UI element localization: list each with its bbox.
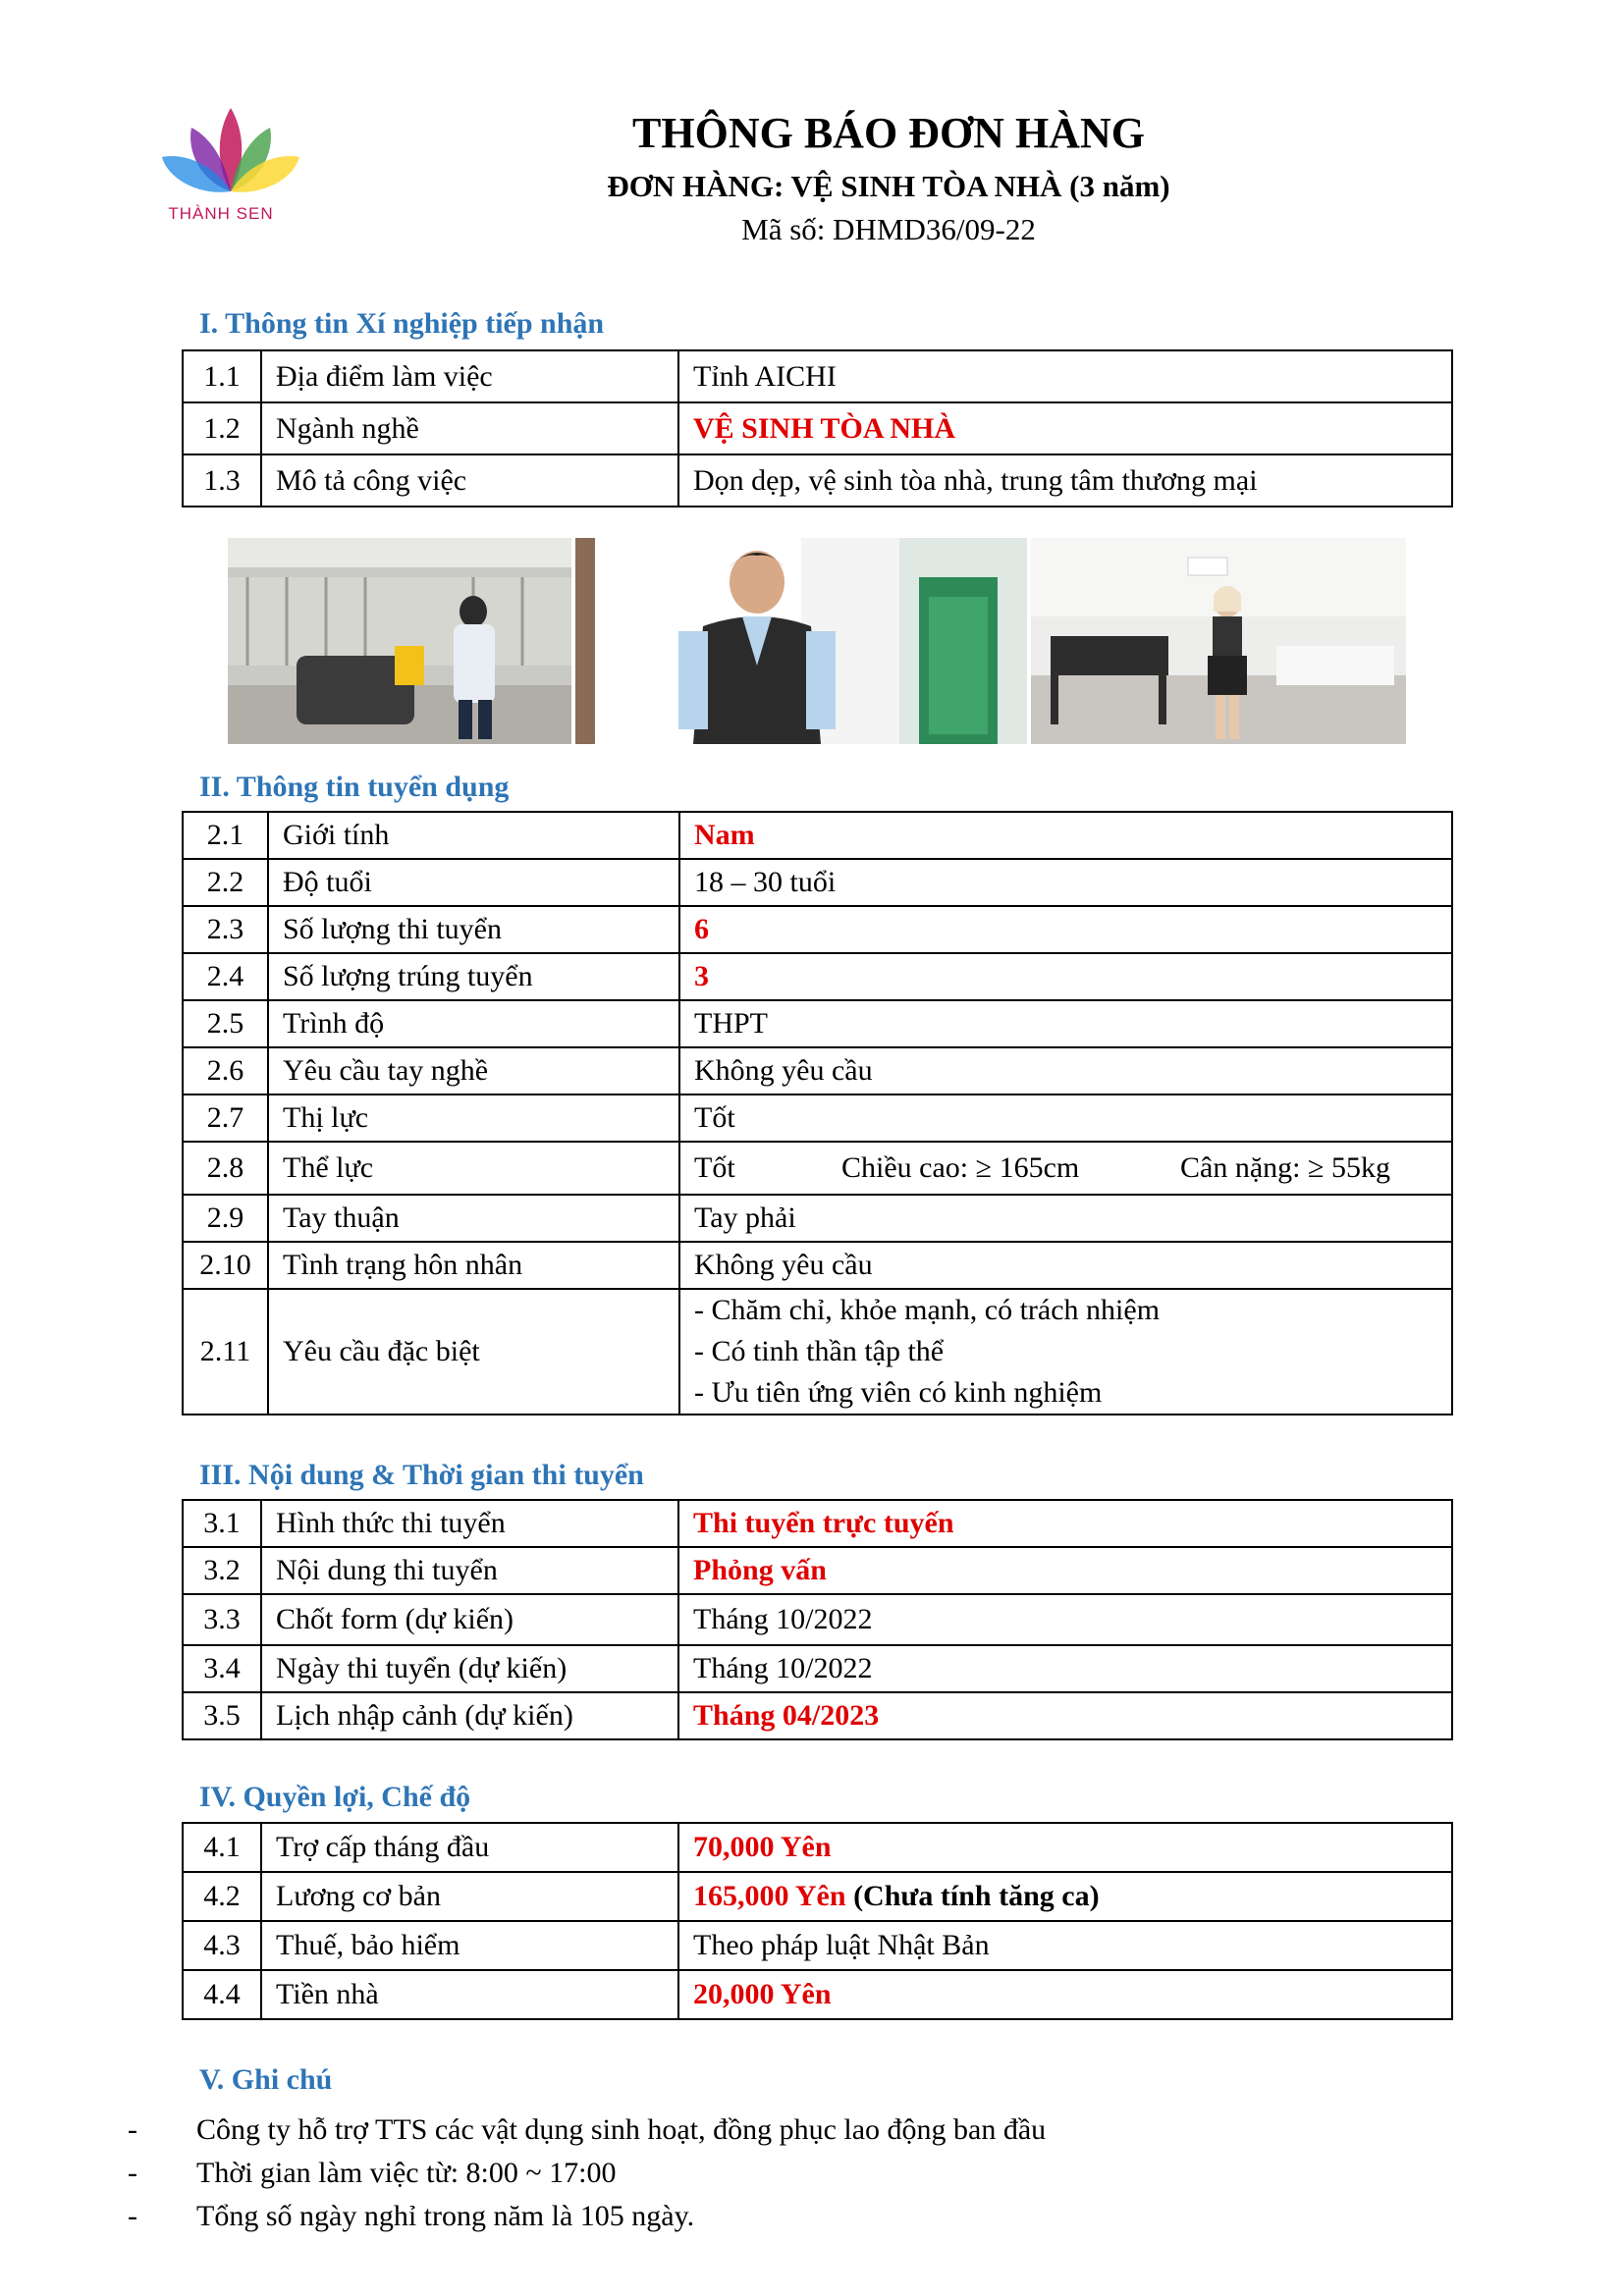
row-number: 4.2 bbox=[183, 1872, 261, 1921]
row-value: THPT bbox=[679, 1000, 1452, 1047]
row-number: 2.11 bbox=[183, 1289, 268, 1415]
list-item: - Thời gian làm việc từ: 8:00 ~ 17:00 bbox=[128, 2152, 1046, 2195]
row-number: 3.4 bbox=[183, 1645, 261, 1692]
table-row bbox=[183, 1823, 1452, 1872]
row-label: Lịch nhập cảnh (dự kiến) bbox=[261, 1692, 678, 1739]
section-1-title: I. Thông tin Xí nghiệp tiếp nhận bbox=[199, 307, 605, 340]
row-number: 4.4 bbox=[183, 1970, 261, 2019]
row-value: Không yêu cầu bbox=[679, 1242, 1452, 1289]
row-value: Không yêu cầu bbox=[679, 1047, 1452, 1095]
row-label: Ngành nghề bbox=[261, 402, 678, 454]
row-number: 2.5 bbox=[183, 1000, 268, 1047]
row-number: 2.7 bbox=[183, 1095, 268, 1142]
height-requirement: Chiều cao: ≥ 165cm bbox=[841, 1151, 1080, 1184]
row-number: 3.1 bbox=[183, 1500, 261, 1547]
row-label: Trợ cấp tháng đầu bbox=[261, 1823, 678, 1872]
row-number: 1.2 bbox=[183, 402, 261, 454]
table-row bbox=[183, 350, 1452, 402]
row-label: Thuế, bảo hiểm bbox=[261, 1921, 678, 1970]
row-label: Ngày thi tuyển (dự kiến) bbox=[261, 1645, 678, 1692]
photo-male-staff bbox=[575, 538, 1027, 744]
photo-floor-cleaning bbox=[228, 538, 571, 744]
table-row bbox=[183, 906, 1452, 953]
row-value: Phỏng vấn bbox=[678, 1547, 1452, 1594]
row-label: Giới tính bbox=[268, 812, 679, 859]
weight-requirement: Cân nặng: ≥ 55kg bbox=[1180, 1151, 1390, 1184]
document-title: THÔNG BÁO ĐƠN HÀNG bbox=[632, 109, 1145, 157]
row-label: Độ tuổi bbox=[268, 859, 679, 906]
row-label: Trình độ bbox=[268, 1000, 679, 1047]
section-3-title: III. Nội dung & Thời gian thi tuyển bbox=[199, 1459, 644, 1491]
row-label: Mô tả công việc bbox=[261, 454, 678, 507]
table-row bbox=[183, 1594, 1452, 1645]
exam-info-table bbox=[182, 1499, 1453, 1740]
note-text: Tổng số ngày nghỉ trong năm là 105 ngày. bbox=[196, 2200, 695, 2232]
note-text: Công ty hỗ trợ TTS các vật dụng sinh hoạt, đồng phục lao động ban đầu bbox=[196, 2113, 1047, 2146]
table-row bbox=[183, 1095, 1452, 1142]
row-number: 2.10 bbox=[183, 1242, 268, 1289]
row-number: 1.1 bbox=[183, 350, 261, 402]
table-row bbox=[183, 1195, 1452, 1242]
row-number: 2.1 bbox=[183, 812, 268, 859]
row-value: Thi tuyển trực tuyến bbox=[678, 1500, 1452, 1547]
recruitment-info-table bbox=[182, 811, 1453, 1415]
row-number: 2.6 bbox=[183, 1047, 268, 1095]
table-row bbox=[183, 1242, 1452, 1289]
row-number: 2.8 bbox=[183, 1142, 268, 1195]
row-value: 3 bbox=[679, 953, 1452, 1000]
table-row bbox=[183, 1547, 1452, 1594]
row-value: Tháng 04/2023 bbox=[678, 1692, 1452, 1739]
section-5-title: V. Ghi chú bbox=[199, 2063, 333, 2096]
row-number: 2.2 bbox=[183, 859, 268, 906]
row-number: 2.4 bbox=[183, 953, 268, 1000]
row-label: Tiền nhà bbox=[261, 1970, 678, 2019]
logo-text: THÀNH SEN bbox=[168, 204, 274, 223]
row-value: Tay phải bbox=[679, 1195, 1452, 1242]
list-item: - Tổng số ngày nghỉ trong năm là 105 ngày. bbox=[128, 2195, 1046, 2238]
row-number: 3.2 bbox=[183, 1547, 261, 1594]
section-4-title: IV. Quyền lợi, Chế độ bbox=[199, 1781, 471, 1813]
requirement-line: - Có tinh thần tập thể bbox=[694, 1335, 945, 1367]
row-value: VỆ SINH TÒA NHÀ bbox=[678, 402, 1452, 454]
row-label: Tay thuận bbox=[268, 1195, 679, 1242]
table-row bbox=[183, 1047, 1452, 1095]
row-label: Lương cơ bản bbox=[261, 1872, 678, 1921]
row-value: Dọn dẹp, vệ sinh tòa nhà, trung tâm thương mại bbox=[678, 454, 1452, 507]
row-number: 3.3 bbox=[183, 1594, 261, 1645]
document-subtitle: ĐƠN HÀNG: VỆ SINH TÒA NHÀ (3 năm) bbox=[607, 169, 1170, 203]
requirement-line: - Chăm chỉ, khỏe mạnh, có trách nhiệm bbox=[694, 1294, 1161, 1326]
document-code: Mã số: DHMD36/09-22 bbox=[741, 212, 1036, 246]
table-row bbox=[183, 1692, 1452, 1739]
row-label: Số lượng trúng tuyển bbox=[268, 953, 679, 1000]
row-value-physical bbox=[679, 1142, 1452, 1195]
job-photos bbox=[228, 538, 1406, 744]
notes-list bbox=[128, 2109, 1046, 2238]
row-number: 4.1 bbox=[183, 1823, 261, 1872]
row-label: Số lượng thi tuyển bbox=[268, 906, 679, 953]
table-row bbox=[183, 1645, 1452, 1692]
photo-female-staff bbox=[1031, 538, 1406, 744]
list-item: - Công ty hỗ trợ TTS các vật dụng sinh hoạt, đồng phục lao động ban đầu bbox=[128, 2109, 1046, 2152]
row-number: 2.9 bbox=[183, 1195, 268, 1242]
row-label: Yêu cầu đặc biệt bbox=[268, 1289, 679, 1415]
table-row bbox=[183, 1000, 1452, 1047]
special-requirements bbox=[679, 1289, 1452, 1415]
salary-note: (Chưa tính tăng ca) bbox=[853, 1880, 1100, 1912]
salary-amount: 165,000 Yên bbox=[693, 1880, 846, 1912]
table-row bbox=[183, 1142, 1452, 1195]
physical-value: Tốt bbox=[694, 1151, 735, 1184]
table-row bbox=[183, 1872, 1452, 1921]
row-value: Nam bbox=[679, 812, 1452, 859]
row-label: Hình thức thi tuyển bbox=[261, 1500, 678, 1547]
row-number: 4.3 bbox=[183, 1921, 261, 1970]
row-value: Tốt bbox=[679, 1095, 1452, 1142]
row-label: Thể lực bbox=[268, 1142, 679, 1195]
row-value: Tháng 10/2022 bbox=[678, 1645, 1452, 1692]
row-value: Tháng 10/2022 bbox=[678, 1594, 1452, 1645]
row-number: 3.5 bbox=[183, 1692, 261, 1739]
row-number: 1.3 bbox=[183, 454, 261, 507]
row-label: Nội dung thi tuyển bbox=[261, 1547, 678, 1594]
table-row bbox=[183, 402, 1452, 454]
row-label: Chốt form (dự kiến) bbox=[261, 1594, 678, 1645]
table-row bbox=[183, 1500, 1452, 1547]
section-2-title: II. Thông tin tuyển dụng bbox=[199, 771, 510, 803]
row-label: Tình trạng hôn nhân bbox=[268, 1242, 679, 1289]
note-text: Thời gian làm việc từ: 8:00 ~ 17:00 bbox=[196, 2157, 617, 2189]
table-row bbox=[183, 953, 1452, 1000]
table-row bbox=[183, 1921, 1452, 1970]
row-label: Thị lực bbox=[268, 1095, 679, 1142]
table-row bbox=[183, 1289, 1452, 1415]
row-label: Địa điểm làm việc bbox=[261, 350, 678, 402]
row-value: 70,000 Yên bbox=[678, 1823, 1452, 1872]
row-number: 2.3 bbox=[183, 906, 268, 953]
benefits-table bbox=[182, 1822, 1453, 2020]
row-value-salary bbox=[678, 1872, 1452, 1921]
table-row bbox=[183, 859, 1452, 906]
requirement-line: - Ưu tiên ứng viên có kinh nghiệm bbox=[694, 1376, 1103, 1409]
row-value: 6 bbox=[679, 906, 1452, 953]
company-info-table bbox=[182, 349, 1453, 507]
row-value: Theo pháp luật Nhật Bản bbox=[678, 1921, 1452, 1970]
row-label: Yêu cầu tay nghề bbox=[268, 1047, 679, 1095]
row-value: 18 – 30 tuổi bbox=[679, 859, 1452, 906]
row-value: 20,000 Yên bbox=[678, 1970, 1452, 2019]
table-row bbox=[183, 812, 1452, 859]
table-row bbox=[183, 1970, 1452, 2019]
row-value: Tỉnh AICHI bbox=[678, 350, 1452, 402]
table-row bbox=[183, 454, 1452, 507]
